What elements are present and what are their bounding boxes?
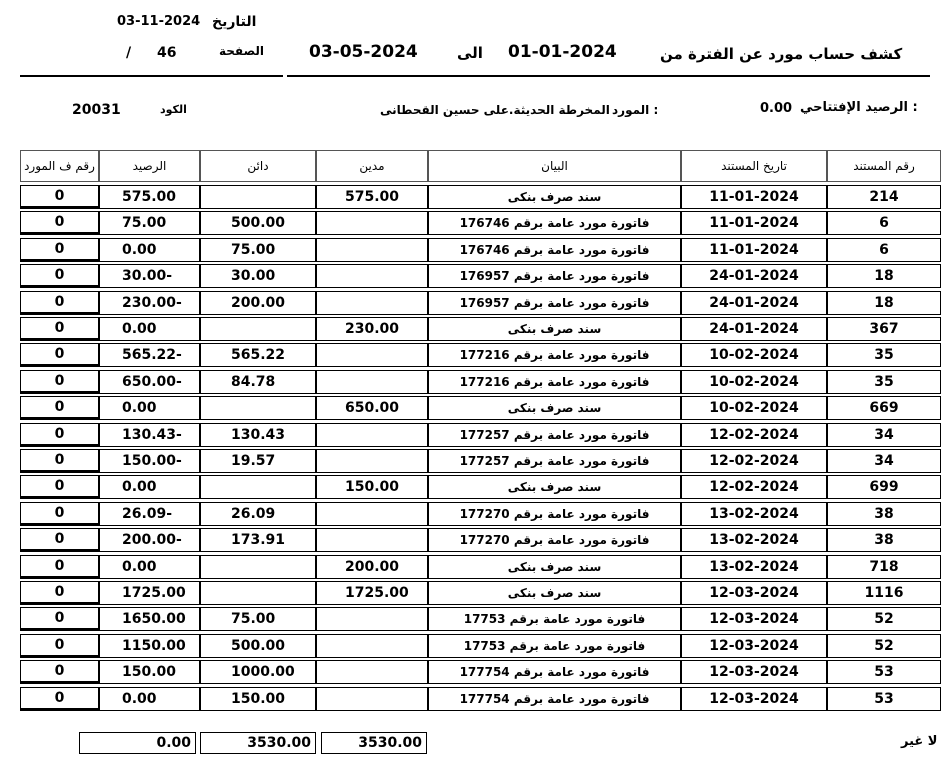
row-9-col-doc-number: 669	[827, 396, 941, 420]
header-col-doc-date: تاريخ المستند	[681, 150, 827, 182]
header-col-credit: دائن	[200, 150, 316, 182]
row-13-col-doc-number: 38	[827, 502, 941, 526]
row-14-col-supplier-ref: 0	[20, 528, 99, 552]
row-15-col-balance: 0.00	[99, 555, 200, 579]
row-14-col-description: فاتورة مورد عامة برقم 177270	[428, 528, 681, 552]
row-5-col-description: فاتورة مورد عامة برقم 176957	[428, 291, 681, 315]
row-16-col-debit: 1725.00	[316, 581, 428, 605]
date-value: 03-11-2024	[117, 14, 201, 29]
row-2-col-debit	[316, 211, 428, 235]
row-18-col-balance: 1150.00	[99, 634, 200, 658]
row-13-col-doc-date: 13-02-2024	[681, 502, 827, 526]
row-19-col-doc-number: 53	[827, 660, 941, 684]
row-11-col-supplier-ref: 0	[20, 449, 99, 473]
row-14-col-doc-date: 13-02-2024	[681, 528, 827, 552]
total-credit: 3530.00	[200, 732, 316, 754]
row-1-col-doc-date: 11-01-2024	[681, 185, 827, 209]
page-separator: /	[126, 45, 132, 61]
row-10-col-doc-date: 12-02-2024	[681, 423, 827, 447]
row-17-col-credit: 75.00	[200, 607, 316, 631]
opening-balance-label: الرصيد الإفتتاحي :	[800, 100, 918, 115]
row-6-col-description: سند صرف بنكى	[428, 317, 681, 341]
row-20-col-balance: 0.00	[99, 687, 200, 711]
row-19-col-doc-date: 12-03-2024	[681, 660, 827, 684]
row-6-col-doc-date: 24-01-2024	[681, 317, 827, 341]
row-16-col-doc-date: 12-03-2024	[681, 581, 827, 605]
to-label: الى	[457, 44, 483, 62]
row-11-col-balance: 150.00-	[99, 449, 200, 473]
row-17-col-debit	[316, 607, 428, 631]
row-5-col-credit: 200.00	[200, 291, 316, 315]
row-6-col-credit	[200, 317, 316, 341]
row-15-col-description: سند صرف بنكى	[428, 555, 681, 579]
row-5-col-doc-date: 24-01-2024	[681, 291, 827, 315]
header-col-supplier-ref: رقم ف المورد	[20, 150, 99, 182]
row-10-col-balance: 130.43-	[99, 423, 200, 447]
row-15-col-credit	[200, 555, 316, 579]
code-label: الكود	[160, 103, 187, 116]
row-12-col-doc-date: 12-02-2024	[681, 475, 827, 499]
row-10-col-doc-number: 34	[827, 423, 941, 447]
row-13-col-supplier-ref: 0	[20, 502, 99, 526]
row-9-col-supplier-ref: 0	[20, 396, 99, 420]
row-3-col-balance: 0.00	[99, 238, 200, 262]
row-13-col-credit: 26.09	[200, 502, 316, 526]
row-14-col-balance: 200.00-	[99, 528, 200, 552]
row-13-col-description: فاتورة مورد عامة برقم 177270	[428, 502, 681, 526]
row-15-col-doc-number: 718	[827, 555, 941, 579]
row-9-col-debit: 650.00	[316, 396, 428, 420]
row-7-col-description: فاتورة مورد عامة برقم 177216	[428, 343, 681, 367]
row-2-col-balance: 75.00	[99, 211, 200, 235]
row-7-col-credit: 565.22	[200, 343, 316, 367]
row-14-col-doc-number: 38	[827, 528, 941, 552]
row-6-col-doc-number: 367	[827, 317, 941, 341]
row-20-col-credit: 150.00	[200, 687, 316, 711]
row-8-col-doc-date: 10-02-2024	[681, 370, 827, 394]
row-6-col-debit: 230.00	[316, 317, 428, 341]
row-7-col-balance: 565.22-	[99, 343, 200, 367]
supplier-label: المورد :	[612, 103, 659, 117]
row-17-col-doc-date: 12-03-2024	[681, 607, 827, 631]
row-13-col-balance: 26.09-	[99, 502, 200, 526]
row-19-col-debit	[316, 660, 428, 684]
row-1-col-balance: 575.00	[99, 185, 200, 209]
row-16-col-description: سند صرف بنكى	[428, 581, 681, 605]
row-16-col-supplier-ref: 0	[20, 581, 99, 605]
row-19-col-description: فاتورة مورد عامة برقم 177754	[428, 660, 681, 684]
row-18-col-doc-number: 52	[827, 634, 941, 658]
row-8-col-debit	[316, 370, 428, 394]
row-11-col-description: فاتورة مورد عامة برقم 177257	[428, 449, 681, 473]
row-8-col-credit: 84.78	[200, 370, 316, 394]
row-3-col-debit	[316, 238, 428, 262]
row-8-col-supplier-ref: 0	[20, 370, 99, 394]
row-7-col-doc-number: 35	[827, 343, 941, 367]
row-12-col-credit	[200, 475, 316, 499]
row-3-col-credit: 75.00	[200, 238, 316, 262]
total-debit: 3530.00	[321, 732, 427, 754]
row-18-col-supplier-ref: 0	[20, 634, 99, 658]
row-3-col-doc-date: 11-01-2024	[681, 238, 827, 262]
row-3-col-doc-number: 6	[827, 238, 941, 262]
row-4-col-supplier-ref: 0	[20, 264, 99, 288]
row-20-col-doc-date: 12-03-2024	[681, 687, 827, 711]
row-4-col-balance: 30.00-	[99, 264, 200, 288]
row-11-col-debit	[316, 449, 428, 473]
row-1-col-doc-number: 214	[827, 185, 941, 209]
row-5-col-debit	[316, 291, 428, 315]
row-1-col-description: سند صرف بنكى	[428, 185, 681, 209]
row-20-col-supplier-ref: 0	[20, 687, 99, 711]
row-9-col-doc-date: 10-02-2024	[681, 396, 827, 420]
row-4-col-credit: 30.00	[200, 264, 316, 288]
row-8-col-description: فاتورة مورد عامة برقم 177216	[428, 370, 681, 394]
row-1-col-credit	[200, 185, 316, 209]
from-date: 01-01-2024	[508, 42, 617, 62]
row-15-col-debit: 200.00	[316, 555, 428, 579]
row-18-col-description: فاتورة مورد عامة برقم 17753	[428, 634, 681, 658]
row-18-col-doc-date: 12-03-2024	[681, 634, 827, 658]
header-col-description: البيان	[428, 150, 681, 182]
row-2-col-doc-number: 6	[827, 211, 941, 235]
total-balance: 0.00	[79, 732, 196, 754]
date-label: التاريخ	[212, 14, 257, 30]
row-9-col-credit	[200, 396, 316, 420]
row-18-col-debit	[316, 634, 428, 658]
row-4-col-description: فاتورة مورد عامة برقم 176957	[428, 264, 681, 288]
row-8-col-doc-number: 35	[827, 370, 941, 394]
row-12-col-balance: 0.00	[99, 475, 200, 499]
row-18-col-credit: 500.00	[200, 634, 316, 658]
row-14-col-credit: 173.91	[200, 528, 316, 552]
row-5-col-doc-number: 18	[827, 291, 941, 315]
amount-note: لا غير	[901, 734, 938, 749]
row-19-col-supplier-ref: 0	[20, 660, 99, 684]
row-3-col-description: فاتورة مورد عامة برقم 176746	[428, 238, 681, 262]
row-4-col-doc-number: 18	[827, 264, 941, 288]
row-16-col-balance: 1725.00	[99, 581, 200, 605]
row-8-col-balance: 650.00-	[99, 370, 200, 394]
row-19-col-credit: 1000.00	[200, 660, 316, 684]
row-16-col-doc-number: 1116	[827, 581, 941, 605]
row-5-col-supplier-ref: 0	[20, 291, 99, 315]
row-10-col-debit	[316, 423, 428, 447]
row-10-col-description: فاتورة مورد عامة برقم 177257	[428, 423, 681, 447]
row-6-col-balance: 0.00	[99, 317, 200, 341]
to-date: 03-05-2024	[309, 42, 418, 62]
header-col-doc-number: رقم المستند	[827, 150, 941, 182]
row-15-col-supplier-ref: 0	[20, 555, 99, 579]
row-4-col-doc-date: 24-01-2024	[681, 264, 827, 288]
row-12-col-doc-number: 699	[827, 475, 941, 499]
row-5-col-balance: 230.00-	[99, 291, 200, 315]
row-13-col-debit	[316, 502, 428, 526]
row-2-col-supplier-ref: 0	[20, 211, 99, 235]
row-17-col-description: فاتورة مورد عامة برقم 17753	[428, 607, 681, 631]
supplier-name: المخرطة الحديثة.على حسين القحطانى	[380, 103, 610, 117]
row-16-col-credit	[200, 581, 316, 605]
row-17-col-doc-number: 52	[827, 607, 941, 631]
page-label: الصفحة	[219, 44, 265, 58]
row-6-col-supplier-ref: 0	[20, 317, 99, 341]
row-12-col-debit: 150.00	[316, 475, 428, 499]
row-20-col-doc-number: 53	[827, 687, 941, 711]
row-9-col-description: سند صرف بنكى	[428, 396, 681, 420]
row-12-col-supplier-ref: 0	[20, 475, 99, 499]
row-7-col-supplier-ref: 0	[20, 343, 99, 367]
page-number: 46	[157, 45, 177, 61]
report-title: كشف حساب مورد عن الفترة من	[660, 45, 903, 63]
row-20-col-description: فاتورة مورد عامة برقم 177754	[428, 687, 681, 711]
row-20-col-debit	[316, 687, 428, 711]
row-2-col-description: فاتورة مورد عامة برقم 176746	[428, 211, 681, 235]
header-col-debit: مدين	[316, 150, 428, 182]
row-15-col-doc-date: 13-02-2024	[681, 555, 827, 579]
header-col-balance: الرصيد	[99, 150, 200, 182]
code-value: 20031	[72, 102, 121, 118]
row-1-col-debit: 575.00	[316, 185, 428, 209]
header-underline-left	[20, 75, 283, 77]
row-11-col-doc-number: 34	[827, 449, 941, 473]
row-9-col-balance: 0.00	[99, 396, 200, 420]
row-14-col-debit	[316, 528, 428, 552]
row-11-col-doc-date: 12-02-2024	[681, 449, 827, 473]
row-7-col-debit	[316, 343, 428, 367]
row-7-col-doc-date: 10-02-2024	[681, 343, 827, 367]
row-12-col-description: سند صرف بنكى	[428, 475, 681, 499]
row-17-col-supplier-ref: 0	[20, 607, 99, 631]
row-2-col-doc-date: 11-01-2024	[681, 211, 827, 235]
row-3-col-supplier-ref: 0	[20, 238, 99, 262]
row-17-col-balance: 1650.00	[99, 607, 200, 631]
opening-balance-value: 0.00	[760, 101, 793, 116]
row-4-col-debit	[316, 264, 428, 288]
row-11-col-credit: 19.57	[200, 449, 316, 473]
row-2-col-credit: 500.00	[200, 211, 316, 235]
header-underline-right	[287, 75, 930, 77]
row-1-col-supplier-ref: 0	[20, 185, 99, 209]
row-10-col-supplier-ref: 0	[20, 423, 99, 447]
row-19-col-balance: 150.00	[99, 660, 200, 684]
row-10-col-credit: 130.43	[200, 423, 316, 447]
